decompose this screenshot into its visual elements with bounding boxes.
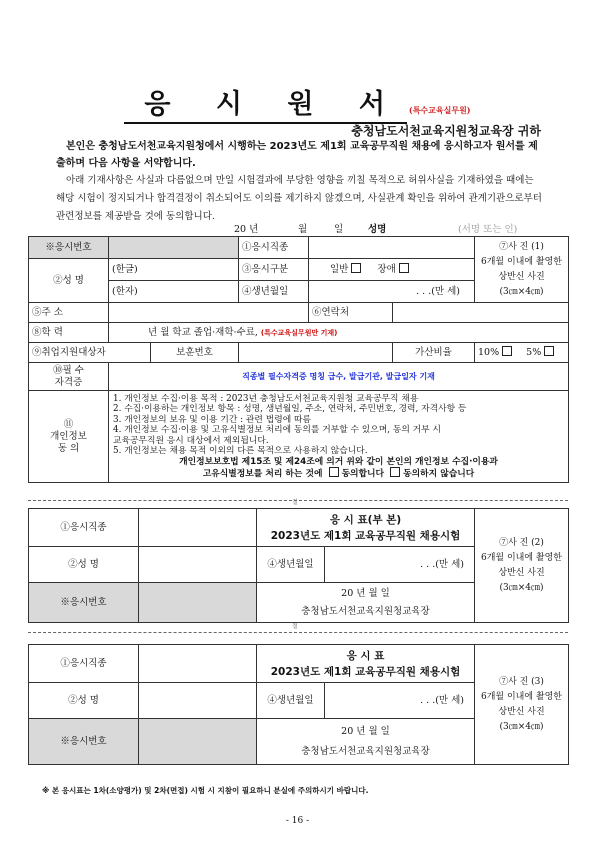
employment-label: ⑨취업지원대상자 <box>29 343 151 363</box>
cut-mark-2: 절 <box>292 623 298 630</box>
photo-box-2[interactable]: ⑦사 진 (2) 6개월 이내에 촬영한 상반신 사진 (3㎝×4㎝) <box>475 509 569 623</box>
footnote: ※ 본 응시표는 1차(소양평가) 및 2차(면접) 시험 시 지참이 필요하니 분실에 주의하시기 바랍니다. <box>42 786 369 795</box>
exam-ticket-copy <box>28 508 569 623</box>
license-field[interactable] <box>109 363 569 391</box>
ticket2-birth-label: ④생년월일 <box>257 683 325 719</box>
date-year: 20 년 <box>234 224 259 235</box>
bonus-10-checkbox[interactable] <box>502 346 512 356</box>
signature-placeholder: (서명 또는 인) <box>458 224 518 235</box>
contact-field[interactable] <box>393 303 569 323</box>
category-label: ③응시구분 <box>239 259 309 281</box>
education-field[interactable]: 년 월 학교 졸업·재학·수료, (특수교육실무원만 기재) <box>109 323 569 343</box>
privacy-consent: 1. 개인정보 수집·이용 목적 : 2023년 충청남도서천교육지원청 교육공무직 채용 2. 수집·이용하는 개인정보 항목 : 성명, 생년월일, 주소, 연락처, 주민번호, 경력, 자격사항 등 3. 개인정보의 보유 및 이용 기간 : 관련 법령에 따름 4. 개인정보 수집·이용 및 고유식별정보 처리에 동의를 거부할 수 있으며, 동의 거부 시 교육공무직원 응시 대상에서 제외됩니다. 5. 개인정보는 채용 목적 이외의 다른 목적으로 사용하지 않습니다. 개인정보보호법 제15조 및 제24조에 의거 위와 같이 본인의 개인정보 수집·이용과 고유식별정보를 처리 하는 것에 동의합니다 동의하지 않습니다 <box>109 391 569 483</box>
category-options: 일반 장애 <box>309 259 475 281</box>
date-month: 월 <box>298 224 308 235</box>
cut-line-2 <box>28 632 568 633</box>
ticket1-issue: 20 년 월 일 충청남도서천교육지원청교육장 <box>257 583 475 623</box>
job-field[interactable] <box>309 237 475 259</box>
page-number: - 16 - <box>285 816 310 826</box>
contact-label: ⑥연락처 <box>309 303 393 323</box>
date-day: 일 <box>334 224 344 235</box>
photo-box-3[interactable]: ⑦사 진 (3) 6개월 이내에 촬영한 상반신 사진 (3㎝×4㎝) <box>475 645 569 765</box>
ticket1-birth-field[interactable]: . . .(만 세) <box>325 547 475 583</box>
ticket2-header: 응 시 표 2023년도 제1회 교육공무직원 채용시험 <box>257 645 475 683</box>
application-form <box>28 236 569 483</box>
birth-field[interactable]: . . .(만 세) <box>309 281 475 303</box>
ticket2-name-label: ②성 명 <box>29 683 139 719</box>
privacy-label: ⑪ 개인정보 동 의 <box>29 391 109 483</box>
address-field[interactable] <box>109 303 309 323</box>
cut-line-1 <box>28 500 568 501</box>
veteran-no-field[interactable] <box>239 343 393 363</box>
name-label: ②성 명 <box>29 259 109 303</box>
notice-text: 아래 기재사항은 사실과 다름없으며 만일 시험결과에 부당한 영향을 끼칠 목적으로 허위사실을 기재하였을 때에는 해당 시험이 정지되거나 합격결정이 취소되어도 이의를 제기하지 않겠으며, 사실관계 확인을 위하여 관계기관으로부터 관련정보를 제공받을 것에 동의합니다. <box>56 175 542 222</box>
education-note: (특수교육실무원만 기재) <box>260 328 338 337</box>
ticket1-exam-no-label: ※응시번호 <box>29 583 139 623</box>
license-note: 직종별 필수자격증 명칭 급수, 발급기관, 발급일자 기재 <box>242 371 435 381</box>
privacy-agree-checkbox[interactable] <box>329 467 339 477</box>
bonus-label: 가산비율 <box>393 343 475 363</box>
exam-ticket <box>28 644 569 765</box>
disabled-checkbox[interactable] <box>399 263 409 273</box>
bonus-5-checkbox[interactable] <box>544 346 554 356</box>
education-label: ⑧학 력 <box>29 323 109 343</box>
veteran-no-label: 보훈번호 <box>151 343 239 363</box>
bonus-options: 10% 5% <box>475 343 569 363</box>
ticket2-exam-no-label: ※응시번호 <box>29 719 139 765</box>
general-checkbox[interactable] <box>351 263 361 273</box>
privacy-disagree-checkbox[interactable] <box>390 467 400 477</box>
ticket2-exam-no-field <box>139 719 257 765</box>
cut-mark-1: 절 <box>292 499 298 506</box>
photo-box-1[interactable]: ⑦사 진 (1) 6개월 이내에 촬영한 상반신 사진 (3㎝×4㎝) <box>475 237 569 303</box>
ticket2-job-field[interactable] <box>139 645 257 683</box>
birth-label: ④생년월일 <box>239 281 309 303</box>
ticket1-job-label: ①응시직종 <box>29 509 139 547</box>
ticket2-name-field[interactable] <box>139 683 257 719</box>
exam-number-label: ※응시번호 <box>29 237 109 259</box>
job-label: ①응시직종 <box>239 237 309 259</box>
name-hangul-field[interactable]: (한글) <box>109 259 239 281</box>
pledge-text: 본인은 충청남도서천교육지원청에서 시행하는 2023년도 제1회 교육공무직원 채용에 응시하고자 원서를 제출하며 다음 사항을 서약합니다. <box>56 141 538 169</box>
ticket2-job-label: ①응시직종 <box>29 645 139 683</box>
ticket1-name-field[interactable] <box>139 547 257 583</box>
address-label: ⑤주 소 <box>29 303 109 323</box>
title-subtitle: (특수교육실무원) <box>408 105 471 115</box>
ticket1-header: 응 시 표(부 본) 2023년도 제1회 교육공무직원 채용시험 <box>257 509 475 547</box>
ticket1-job-field[interactable] <box>139 509 257 547</box>
signature-label: 성명 <box>368 224 387 235</box>
ticket2-birth-field[interactable]: . . .(만 세) <box>325 683 475 719</box>
document-title <box>0 82 595 121</box>
title-text: 응 시 원 서 <box>124 89 407 124</box>
name-hanja-field[interactable]: (한자) <box>109 281 239 303</box>
addressee: 충청남도서천교육지원청교육장 귀하 <box>351 124 541 138</box>
exam-number-field <box>109 237 239 259</box>
ticket1-birth-label: ④생년월일 <box>257 547 325 583</box>
ticket1-name-label: ②성 명 <box>29 547 139 583</box>
license-label: ⑩필 수 자격증 <box>29 363 109 391</box>
ticket1-exam-no-field <box>139 583 257 623</box>
ticket2-issue: 20 년 월 일 충청남도서천교육지원청교육장 <box>257 719 475 765</box>
